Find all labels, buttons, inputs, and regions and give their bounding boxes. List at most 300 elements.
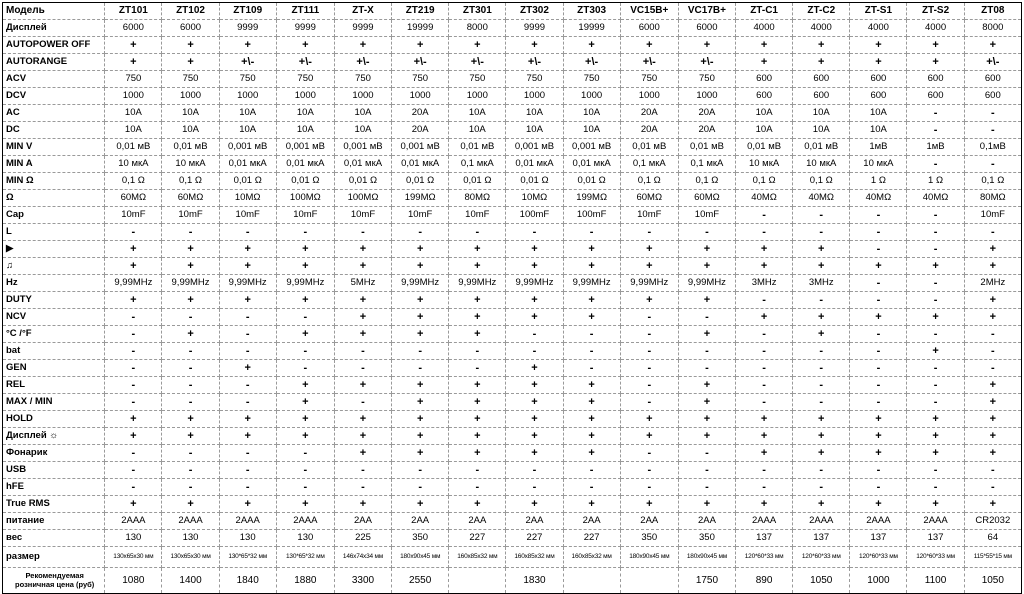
table-cell: 0,1 Ω <box>620 173 678 190</box>
row-label: MAX / MIN <box>3 394 105 411</box>
table-row <box>3 513 1022 530</box>
table-cell: + <box>964 411 1021 428</box>
table-cell: 60MΩ <box>678 190 735 207</box>
table-cell: + <box>620 292 678 309</box>
table-cell: 350 <box>392 530 449 547</box>
table-cell: + <box>449 445 506 462</box>
table-cell <box>620 568 678 594</box>
table-cell: + <box>964 241 1021 258</box>
table-cell: 1000 <box>850 568 907 594</box>
table-cell: + <box>334 309 391 326</box>
table-cell: 10A <box>105 105 162 122</box>
table-cell: + <box>276 411 334 428</box>
table-cell: - <box>678 360 735 377</box>
table-cell: 20A <box>620 105 678 122</box>
table-cell: +\- <box>449 54 506 71</box>
table-cell: 0,1 Ω <box>736 173 793 190</box>
table-cell: - <box>907 377 964 394</box>
table-cell: 1400 <box>162 568 219 594</box>
table-cell: - <box>105 445 162 462</box>
table-cell: 10mF <box>276 207 334 224</box>
table-cell: + <box>850 258 907 275</box>
model-header: ZT302 <box>506 3 563 20</box>
table-cell: - <box>563 360 620 377</box>
table-cell: 1050 <box>793 568 850 594</box>
table-cell: + <box>907 496 964 513</box>
table-cell: - <box>736 343 793 360</box>
table-cell: 5MHz <box>334 275 391 292</box>
table-cell: 137 <box>736 530 793 547</box>
table-cell: - <box>964 105 1021 122</box>
table-cell: 0,001 мВ <box>506 139 563 156</box>
table-cell: 0,01 мкА <box>276 156 334 173</box>
table-cell: + <box>506 292 563 309</box>
table-cell: 3MHz <box>793 275 850 292</box>
table-cell: - <box>392 343 449 360</box>
table-cell: 10 мкА <box>793 156 850 173</box>
table-cell: 100MΩ <box>276 190 334 207</box>
table-cell: 600 <box>907 88 964 105</box>
table-cell: - <box>219 445 276 462</box>
table-row <box>3 292 1022 309</box>
table-cell: 750 <box>334 71 391 88</box>
table-cell: + <box>964 37 1021 54</box>
table-cell: + <box>736 241 793 258</box>
table-cell: - <box>907 156 964 173</box>
table-cell: - <box>620 360 678 377</box>
table-cell: 0,001 мВ <box>392 139 449 156</box>
table-row <box>3 258 1022 275</box>
table-cell: 1000 <box>162 88 219 105</box>
table-cell: + <box>506 445 563 462</box>
row-label: USB <box>3 462 105 479</box>
table-cell: - <box>620 326 678 343</box>
comparison-table <box>2 2 1022 594</box>
table-cell: - <box>907 479 964 496</box>
table-cell: +\- <box>620 54 678 71</box>
table-row <box>3 224 1022 241</box>
table-cell: + <box>563 292 620 309</box>
table-cell: + <box>563 445 620 462</box>
table-cell: 40MΩ <box>793 190 850 207</box>
table-cell: 9,99MHz <box>563 275 620 292</box>
table-cell: 130*65*32 мм <box>276 547 334 568</box>
table-cell: +\- <box>678 54 735 71</box>
row-label: Фонарик <box>3 445 105 462</box>
table-cell: - <box>907 207 964 224</box>
table-cell: 0,01 Ω <box>334 173 391 190</box>
table-cell: + <box>850 445 907 462</box>
table-cell: 20A <box>620 122 678 139</box>
table-row <box>3 241 1022 258</box>
table-cell: + <box>964 445 1021 462</box>
table-cell: 10A <box>449 105 506 122</box>
table-row <box>3 360 1022 377</box>
table-cell: - <box>793 394 850 411</box>
table-cell: + <box>449 394 506 411</box>
table-cell: - <box>793 479 850 496</box>
table-cell: + <box>850 411 907 428</box>
table-cell: + <box>392 411 449 428</box>
table-cell: - <box>449 224 506 241</box>
table-cell: 1000 <box>105 88 162 105</box>
table-cell: + <box>334 326 391 343</box>
table-row <box>3 54 1022 71</box>
table-cell: - <box>392 462 449 479</box>
table-cell: 8000 <box>449 20 506 37</box>
table-cell: 199MΩ <box>392 190 449 207</box>
table-cell: 350 <box>620 530 678 547</box>
table-cell: - <box>850 394 907 411</box>
table-cell: + <box>449 411 506 428</box>
table-cell: + <box>392 428 449 445</box>
table-cell: + <box>793 309 850 326</box>
table-cell: + <box>334 428 391 445</box>
table-cell: 137 <box>850 530 907 547</box>
table-cell: 9,99MHz <box>392 275 449 292</box>
model-header: ZT08 <box>964 3 1021 20</box>
table-cell: 9,99MHz <box>620 275 678 292</box>
table-cell: + <box>793 241 850 258</box>
table-cell: 600 <box>736 71 793 88</box>
table-cell: - <box>907 292 964 309</box>
table-cell: - <box>678 462 735 479</box>
table-cell: - <box>219 326 276 343</box>
table-cell: - <box>850 207 907 224</box>
table-cell: + <box>334 411 391 428</box>
table-cell: - <box>334 394 391 411</box>
table-cell: + <box>620 258 678 275</box>
table-cell: - <box>563 462 620 479</box>
table-cell: 80MΩ <box>964 190 1021 207</box>
table-cell: + <box>850 309 907 326</box>
table-cell: + <box>334 241 391 258</box>
table-cell: - <box>736 377 793 394</box>
table-cell: + <box>678 326 735 343</box>
table-cell: 115*55*15 мм <box>964 547 1021 568</box>
table-cell: 0,01 мВ <box>678 139 735 156</box>
table-cell: 0,001 мВ <box>276 139 334 156</box>
table-cell: + <box>506 309 563 326</box>
table-cell: + <box>162 496 219 513</box>
table-cell: 750 <box>219 71 276 88</box>
row-label: ACV <box>3 71 105 88</box>
table-cell: + <box>793 411 850 428</box>
table-cell: - <box>907 462 964 479</box>
table-cell: 10A <box>736 105 793 122</box>
table-cell: 180x90x45 мм <box>620 547 678 568</box>
table-row <box>3 88 1022 105</box>
table-cell: 0,01 Ω <box>449 173 506 190</box>
table-cell: 6000 <box>105 20 162 37</box>
table-cell: 9999 <box>506 20 563 37</box>
table-cell: - <box>907 224 964 241</box>
table-cell: 10A <box>334 105 391 122</box>
row-label: DC <box>3 122 105 139</box>
table-cell: - <box>850 343 907 360</box>
table-cell: + <box>449 292 506 309</box>
table-cell: 0,01 мкА <box>563 156 620 173</box>
table-cell: 10 мкА <box>162 156 219 173</box>
table-cell: + <box>449 37 506 54</box>
table-cell: - <box>449 462 506 479</box>
table-cell: 0,01 Ω <box>506 173 563 190</box>
table-cell: - <box>736 207 793 224</box>
table-cell: 9,99MHz <box>276 275 334 292</box>
table-cell: 600 <box>964 88 1021 105</box>
table-cell: 10mF <box>105 207 162 224</box>
table-cell: - <box>506 343 563 360</box>
table-cell: + <box>276 258 334 275</box>
table-cell: 10A <box>162 122 219 139</box>
row-label: ♫ <box>3 258 105 275</box>
table-cell: - <box>964 479 1021 496</box>
table-cell: + <box>392 241 449 258</box>
model-header: ZT109 <box>219 3 276 20</box>
table-cell: 9,99MHz <box>162 275 219 292</box>
table-cell: - <box>678 479 735 496</box>
table-cell: 64 <box>964 530 1021 547</box>
model-header: VC17B+ <box>678 3 735 20</box>
row-label: DUTY <box>3 292 105 309</box>
table-cell: 60MΩ <box>162 190 219 207</box>
table-cell: - <box>964 462 1021 479</box>
table-cell: +\- <box>276 54 334 71</box>
table-row <box>3 568 1022 594</box>
table-row <box>3 156 1022 173</box>
table-cell: 10A <box>219 122 276 139</box>
table-cell: + <box>392 326 449 343</box>
header-label: Модель <box>3 3 105 20</box>
table-cell: 225 <box>334 530 391 547</box>
row-label: DCV <box>3 88 105 105</box>
table-cell: 2AA <box>563 513 620 530</box>
row-label: REL <box>3 377 105 394</box>
table-cell: - <box>105 377 162 394</box>
table-cell: - <box>162 377 219 394</box>
table-cell: - <box>219 394 276 411</box>
table-cell: 2AA <box>449 513 506 530</box>
table-cell: + <box>219 258 276 275</box>
table-cell: 750 <box>162 71 219 88</box>
table-cell: + <box>793 496 850 513</box>
table-cell: - <box>276 309 334 326</box>
table-cell: 0,01 мВ <box>105 139 162 156</box>
table-cell: - <box>907 241 964 258</box>
table-cell: + <box>449 496 506 513</box>
table-cell: 146x74x34 мм <box>334 547 391 568</box>
table-cell: 4000 <box>907 20 964 37</box>
model-header: ZT-C1 <box>736 3 793 20</box>
table-cell: 600 <box>850 88 907 105</box>
table-cell: + <box>964 377 1021 394</box>
row-label: AUTOPOWER OFF <box>3 37 105 54</box>
table-cell: 160x85x32 мм <box>449 547 506 568</box>
table-cell: 1 Ω <box>850 173 907 190</box>
table-cell: + <box>162 54 219 71</box>
table-cell: 1000 <box>392 88 449 105</box>
table-cell: - <box>793 207 850 224</box>
table-cell: + <box>276 496 334 513</box>
table-cell: 10A <box>850 122 907 139</box>
table-cell: 20A <box>678 122 735 139</box>
table-cell: + <box>334 496 391 513</box>
table-cell: 10A <box>506 105 563 122</box>
table-cell: + <box>563 377 620 394</box>
table-cell: + <box>563 309 620 326</box>
table-cell: 2AA <box>334 513 391 530</box>
row-label: AC <box>3 105 105 122</box>
table-cell: + <box>964 258 1021 275</box>
table-cell: + <box>620 411 678 428</box>
table-cell: + <box>793 445 850 462</box>
table-cell: 600 <box>793 71 850 88</box>
row-label: HOLD <box>3 411 105 428</box>
table-cell: + <box>105 241 162 258</box>
table-cell: 600 <box>964 71 1021 88</box>
table-cell: 10 мкА <box>736 156 793 173</box>
table-cell: 2MHz <box>964 275 1021 292</box>
table-row <box>3 105 1022 122</box>
table-cell: - <box>276 343 334 360</box>
model-header: ZT-S2 <box>907 3 964 20</box>
table-cell: + <box>678 292 735 309</box>
table-cell: 40MΩ <box>736 190 793 207</box>
table-cell: 0,1 мкА <box>449 156 506 173</box>
model-header: ZT301 <box>449 3 506 20</box>
table-cell: - <box>736 394 793 411</box>
model-header: ZT111 <box>276 3 334 20</box>
table-cell: + <box>105 258 162 275</box>
table-cell: +\- <box>964 54 1021 71</box>
table-cell: 9,99MHz <box>678 275 735 292</box>
table-cell: + <box>162 241 219 258</box>
table-cell: + <box>850 496 907 513</box>
table-cell: 0,01 мВ <box>620 139 678 156</box>
table-cell: +\- <box>563 54 620 71</box>
table-cell: - <box>563 343 620 360</box>
table-cell: - <box>449 479 506 496</box>
table-cell: 1мВ <box>850 139 907 156</box>
table-cell: - <box>793 360 850 377</box>
table-cell: + <box>736 428 793 445</box>
table-cell: 10A <box>162 105 219 122</box>
table-cell: + <box>563 428 620 445</box>
table-cell: 1840 <box>219 568 276 594</box>
row-label: Дисплей ☼ <box>3 428 105 445</box>
row-label: L <box>3 224 105 241</box>
table-cell: + <box>105 54 162 71</box>
table-cell: 750 <box>620 71 678 88</box>
table-cell: + <box>563 37 620 54</box>
table-cell: - <box>105 326 162 343</box>
table-cell: 1080 <box>105 568 162 594</box>
table-cell: + <box>964 496 1021 513</box>
table-cell: - <box>162 343 219 360</box>
table-cell: + <box>219 241 276 258</box>
table-cell: 2AAA <box>907 513 964 530</box>
table-cell: + <box>392 309 449 326</box>
table-cell: + <box>334 292 391 309</box>
table-cell: + <box>506 428 563 445</box>
table-cell: - <box>850 224 907 241</box>
table-cell: + <box>162 258 219 275</box>
row-label: Рекомендуемая розничная цена (руб) <box>3 568 105 594</box>
table-cell: + <box>506 360 563 377</box>
table-cell: 10A <box>793 122 850 139</box>
table-cell: - <box>219 309 276 326</box>
table-cell: 120*60*33 мм <box>736 547 793 568</box>
table-row <box>3 20 1022 37</box>
table-cell: 9,99MHz <box>219 275 276 292</box>
table-cell: - <box>907 122 964 139</box>
table-cell: + <box>678 377 735 394</box>
table-cell: + <box>276 292 334 309</box>
table-cell: 0,001 мВ <box>563 139 620 156</box>
table-cell: - <box>793 224 850 241</box>
table-cell: 1880 <box>276 568 334 594</box>
table-cell: 10mF <box>449 207 506 224</box>
table-cell: 6000 <box>162 20 219 37</box>
table-cell: + <box>105 496 162 513</box>
table-cell: - <box>850 479 907 496</box>
table-cell: 130 <box>162 530 219 547</box>
table-cell: - <box>850 360 907 377</box>
table-cell: + <box>162 428 219 445</box>
model-header: VC15B+ <box>620 3 678 20</box>
table-cell: + <box>620 241 678 258</box>
model-header: ZT-S1 <box>850 3 907 20</box>
table-cell: 2AAA <box>105 513 162 530</box>
table-cell: - <box>736 360 793 377</box>
table-cell: 100MΩ <box>334 190 391 207</box>
table-cell: - <box>506 224 563 241</box>
table-cell: + <box>105 428 162 445</box>
table-cell: - <box>678 224 735 241</box>
table-cell: + <box>678 394 735 411</box>
table-cell: + <box>793 54 850 71</box>
table-cell: 890 <box>736 568 793 594</box>
table-cell: 100mF <box>506 207 563 224</box>
table-cell: - <box>793 292 850 309</box>
table-cell: - <box>620 445 678 462</box>
table-cell: 0,01 Ω <box>219 173 276 190</box>
table-cell: + <box>449 326 506 343</box>
table-cell: + <box>907 343 964 360</box>
table-cell: - <box>563 224 620 241</box>
table-cell: + <box>907 37 964 54</box>
table-cell: - <box>506 479 563 496</box>
table-cell: - <box>850 462 907 479</box>
table-cell: 130 <box>276 530 334 547</box>
table-cell: - <box>276 360 334 377</box>
table-cell: 600 <box>736 88 793 105</box>
row-label: Cap <box>3 207 105 224</box>
table-cell: 3300 <box>334 568 391 594</box>
table-cell: - <box>850 275 907 292</box>
table-cell: + <box>334 377 391 394</box>
table-cell: 160x85x32 мм <box>506 547 563 568</box>
table-cell: 1050 <box>964 568 1021 594</box>
table-cell <box>563 568 620 594</box>
table-cell: + <box>392 258 449 275</box>
table-cell: 80MΩ <box>449 190 506 207</box>
table-cell: + <box>392 292 449 309</box>
table-cell: +\- <box>334 54 391 71</box>
table-cell: + <box>563 241 620 258</box>
table-cell: 3MHz <box>736 275 793 292</box>
table-cell: + <box>850 54 907 71</box>
